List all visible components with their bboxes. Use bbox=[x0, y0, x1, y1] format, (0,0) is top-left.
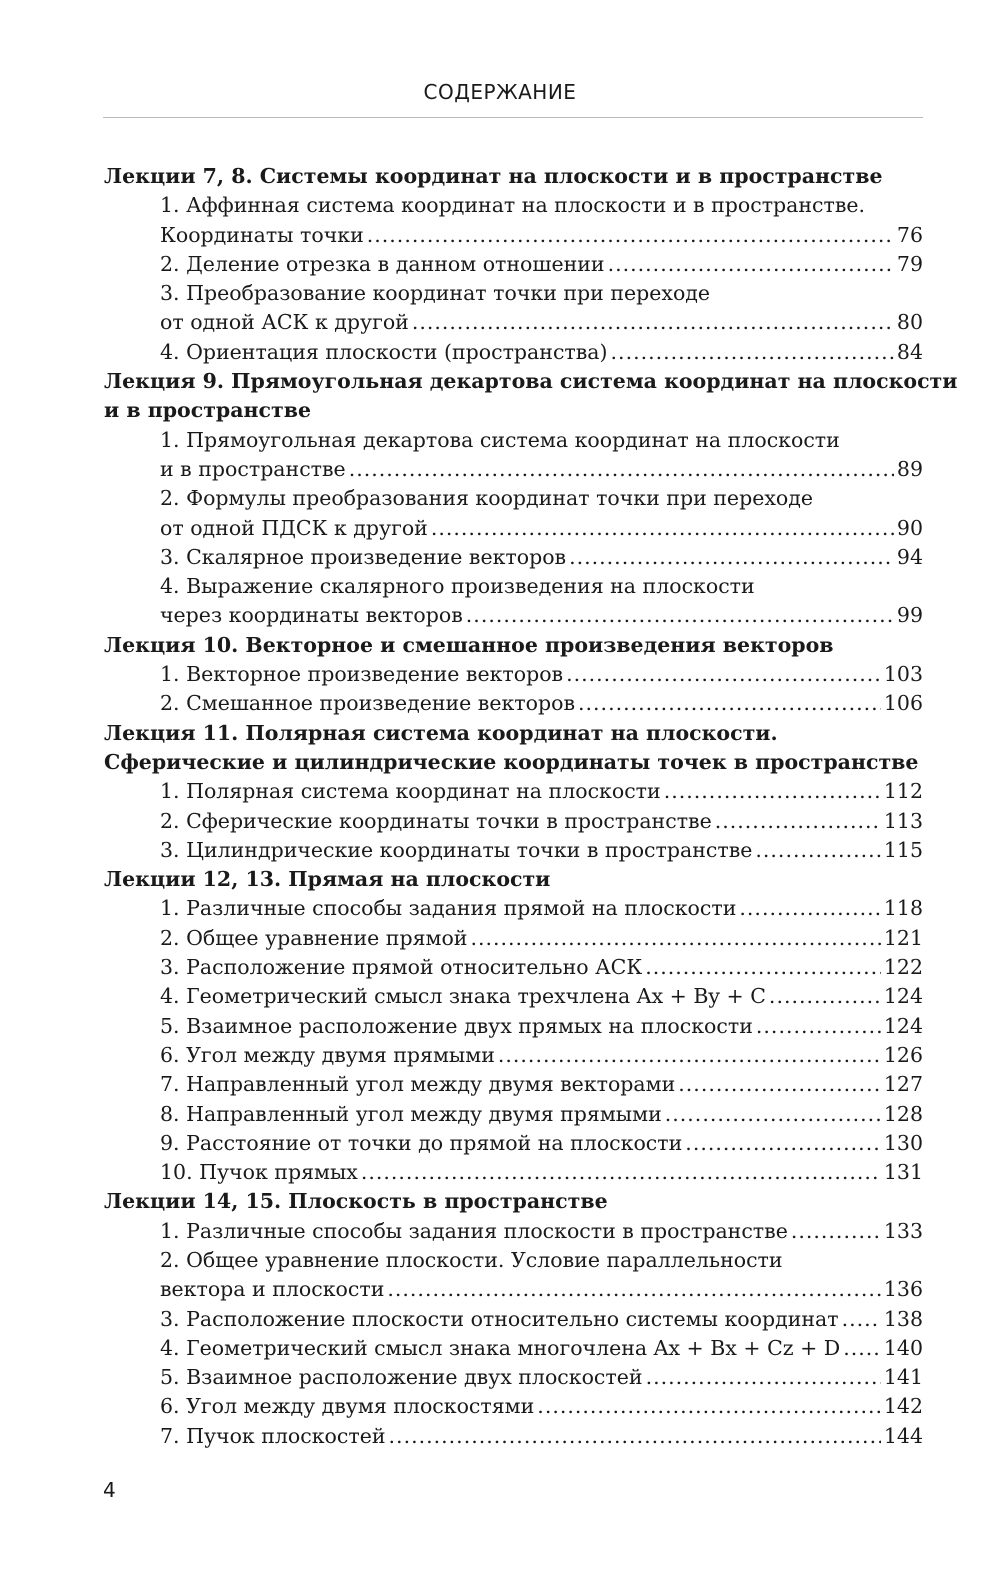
toc-entry-line bbox=[160, 572, 923, 601]
dot-leader bbox=[389, 1422, 881, 1451]
dot-leader bbox=[755, 836, 880, 865]
toc-page-number: 138 bbox=[883, 1306, 923, 1331]
dot-leader bbox=[431, 514, 894, 543]
toc-page-number: 84 bbox=[896, 339, 923, 364]
toc-page-number: 122 bbox=[883, 955, 923, 980]
toc-entry-line bbox=[160, 1070, 923, 1099]
toc-entry-text: 4. Геометрический смысл знака многочлена Ax + Bx + Cz + D bbox=[160, 1335, 841, 1360]
toc-entry bbox=[104, 1070, 923, 1099]
toc-entry-text: 7. Пучок плоскостей bbox=[160, 1423, 386, 1448]
toc-entry bbox=[104, 894, 923, 923]
toc-entry-line bbox=[160, 191, 923, 220]
toc-page-number: 103 bbox=[883, 662, 923, 687]
toc-page-number: 99 bbox=[896, 603, 923, 628]
toc-entry-line bbox=[160, 601, 923, 630]
toc-entry-text: 1. Прямоугольная декартова система координат на плоскости bbox=[160, 427, 840, 452]
dot-leader bbox=[569, 543, 894, 572]
toc-entry bbox=[104, 1129, 923, 1158]
dot-leader bbox=[769, 982, 881, 1011]
toc-entry-line bbox=[160, 660, 923, 689]
toc-entry-text: 3. Расположение плоскости относительно системы координат bbox=[160, 1306, 839, 1331]
toc-entry-line bbox=[160, 221, 923, 250]
toc-entry-line bbox=[160, 1158, 923, 1187]
toc-entry bbox=[104, 572, 923, 631]
toc-page-number: 136 bbox=[883, 1277, 923, 1302]
toc-entry-line bbox=[160, 1217, 923, 1246]
dot-leader bbox=[842, 1305, 881, 1334]
dot-leader bbox=[611, 338, 894, 367]
toc-entry bbox=[104, 250, 923, 279]
toc-entry-text: 5. Взаимное расположение двух плоскостей bbox=[160, 1365, 643, 1390]
toc-entry-line bbox=[160, 1334, 923, 1363]
toc-entry-line bbox=[160, 543, 923, 572]
dot-leader bbox=[387, 1275, 881, 1304]
toc-entry bbox=[104, 807, 923, 836]
toc-entry-line bbox=[160, 689, 923, 718]
toc-page-number: 140 bbox=[883, 1335, 923, 1360]
dot-leader bbox=[578, 689, 881, 718]
toc-page-number: 126 bbox=[883, 1042, 923, 1067]
toc-page-number: 133 bbox=[883, 1218, 923, 1243]
toc-entry-text: 1. Аффинная система координат на плоскости и в пространстве. bbox=[160, 193, 866, 218]
toc-entry bbox=[104, 484, 923, 543]
toc-entry-text: 4. Геометрический смысл знака трехчлена Ax + By + C bbox=[160, 984, 766, 1009]
toc-entry bbox=[104, 1392, 923, 1421]
lecture-title: Лекция 11. Полярная система координат на плоскости. bbox=[104, 720, 778, 745]
toc-page-number: 115 bbox=[883, 837, 923, 862]
toc-entry-line bbox=[160, 279, 923, 308]
toc-entry-text: через координаты векторов bbox=[160, 603, 463, 628]
toc-entry bbox=[104, 660, 923, 689]
toc-page-number: 124 bbox=[883, 984, 923, 1009]
table-of-contents bbox=[104, 162, 958, 1451]
toc-entry-text: 2. Смешанное произведение векторов bbox=[160, 691, 575, 716]
toc-entry bbox=[104, 953, 923, 982]
dot-leader bbox=[756, 1012, 881, 1041]
toc-entry bbox=[104, 982, 923, 1011]
toc-entry-text: 4. Выражение скалярного произведения на плоскости bbox=[160, 574, 755, 599]
toc-entry bbox=[104, 1246, 923, 1305]
lecture-title: Лекция 9. Прямоугольная декартова система координат на плоскости bbox=[104, 369, 958, 394]
toc-page-number: 128 bbox=[883, 1101, 923, 1126]
toc-entry-line bbox=[160, 484, 923, 513]
lecture-title: и в пространстве bbox=[104, 398, 312, 423]
toc-section bbox=[104, 162, 923, 367]
toc-entry-line bbox=[160, 836, 923, 865]
toc-entry bbox=[104, 924, 923, 953]
toc-entry bbox=[104, 1012, 923, 1041]
dot-leader bbox=[367, 221, 894, 250]
lecture-title: Лекция 10. Векторное и смешанное произведения векторов bbox=[104, 632, 834, 657]
toc-entry bbox=[104, 1217, 923, 1246]
toc-entry-line bbox=[160, 514, 923, 543]
toc-page-number: 144 bbox=[883, 1423, 923, 1448]
toc-page-number: 89 bbox=[896, 456, 923, 481]
dot-leader bbox=[678, 1070, 881, 1099]
toc-entry bbox=[104, 777, 923, 806]
toc-entry-line bbox=[160, 924, 923, 953]
toc-entry-text: 3. Цилиндрические координаты точки в пространстве bbox=[160, 837, 753, 862]
toc-entry-line bbox=[160, 1275, 923, 1304]
toc-section bbox=[104, 719, 923, 865]
toc-entry-text: 2. Общее уравнение плоскости. Условие параллельности bbox=[160, 1247, 783, 1272]
dot-leader bbox=[715, 807, 881, 836]
dot-leader bbox=[739, 894, 880, 923]
lecture-title: Лекции 12, 13. Прямая на плоскости bbox=[104, 867, 551, 892]
toc-entry bbox=[104, 1305, 923, 1334]
toc-entry bbox=[104, 426, 923, 485]
toc-entry-text: 2. Сферические координаты точки в пространстве bbox=[160, 808, 712, 833]
toc-entry-line bbox=[160, 338, 923, 367]
toc-entry-line bbox=[160, 426, 923, 455]
toc-entry-line bbox=[160, 1129, 923, 1158]
toc-section bbox=[104, 865, 923, 1187]
toc-entry bbox=[104, 338, 923, 367]
toc-page-number: 131 bbox=[883, 1160, 923, 1185]
toc-page-number: 130 bbox=[883, 1130, 923, 1155]
toc-entry-text: 3. Преобразование координат точки при переходе bbox=[160, 281, 711, 306]
page-number: 4 bbox=[103, 1478, 116, 1502]
running-head: СОДЕРЖАНИЕ bbox=[423, 80, 577, 104]
toc-entry-text: 2. Деление отрезка в данном отношении bbox=[160, 251, 605, 276]
toc-entry bbox=[104, 1363, 923, 1392]
toc-entry bbox=[104, 191, 923, 250]
toc-page-number: 113 bbox=[883, 808, 923, 833]
header-divider bbox=[103, 117, 923, 118]
toc-entry-text: 1. Полярная система координат на плоскости bbox=[160, 779, 661, 804]
dot-leader bbox=[665, 1100, 881, 1129]
dot-leader bbox=[349, 455, 894, 484]
toc-entry-text: 2. Формулы преобразования координат точки при переходе bbox=[160, 486, 813, 511]
dot-leader bbox=[361, 1158, 881, 1187]
dot-leader bbox=[664, 777, 881, 806]
dot-leader bbox=[791, 1217, 881, 1246]
toc-entry-text: 8. Направленный угол между двумя прямыми bbox=[160, 1101, 662, 1126]
toc-entry-line bbox=[160, 455, 923, 484]
toc-page-number: 142 bbox=[883, 1394, 923, 1419]
toc-entry-text: Координаты точки bbox=[160, 222, 364, 247]
toc-entry-text: 1. Различные способы задания прямой на плоскости bbox=[160, 896, 737, 921]
toc-page-number: 80 bbox=[896, 310, 923, 335]
toc-page-number: 79 bbox=[896, 251, 923, 276]
toc-entry-line bbox=[160, 807, 923, 836]
dot-leader bbox=[685, 1129, 881, 1158]
toc-entry-text: вектора и плоскости bbox=[160, 1277, 385, 1302]
lecture-title: Сферические и цилиндрические координаты точек в пространстве bbox=[104, 749, 919, 774]
toc-entry-text: 7. Направленный угол между двумя векторами bbox=[160, 1072, 676, 1097]
dot-leader bbox=[608, 250, 894, 279]
toc-entry-text: от одной АСК к другой bbox=[160, 310, 409, 335]
toc-entry-text: 3. Расположение прямой относительно АСК bbox=[160, 955, 643, 980]
toc-page-number: 141 bbox=[883, 1365, 923, 1390]
toc-entry-text: 1. Векторное произведение векторов bbox=[160, 662, 564, 687]
toc-page-number: 121 bbox=[883, 925, 923, 950]
dot-leader bbox=[537, 1392, 881, 1421]
toc-entry-text: 2. Общее уравнение прямой bbox=[160, 925, 468, 950]
toc-entry-line bbox=[160, 1422, 923, 1451]
toc-entry bbox=[104, 1100, 923, 1129]
toc-page-number: 127 bbox=[883, 1072, 923, 1097]
toc-page-number: 112 bbox=[883, 779, 923, 804]
toc-entry-line bbox=[160, 1100, 923, 1129]
toc-section bbox=[104, 631, 923, 719]
dot-leader bbox=[466, 601, 894, 630]
dot-leader bbox=[646, 1363, 881, 1392]
toc-entry bbox=[104, 689, 923, 718]
toc-entry bbox=[104, 279, 923, 338]
toc-entry bbox=[104, 1422, 923, 1451]
toc-entry-line bbox=[160, 1246, 923, 1275]
toc-entry bbox=[104, 543, 923, 572]
toc-entry-line bbox=[160, 953, 923, 982]
toc-page-number: 76 bbox=[896, 222, 923, 247]
toc-page-number: 106 bbox=[883, 691, 923, 716]
toc-section bbox=[104, 367, 958, 631]
toc-entry-line bbox=[160, 1012, 923, 1041]
lecture-title: Лекции 7, 8. Системы координат на плоскости и в пространстве bbox=[104, 164, 883, 188]
dot-leader bbox=[566, 660, 881, 689]
dot-leader bbox=[843, 1334, 881, 1363]
toc-page-number: 90 bbox=[896, 515, 923, 540]
toc-entry-line bbox=[160, 308, 923, 337]
lecture-title: Лекции 14, 15. Плоскость в пространстве bbox=[104, 1189, 608, 1214]
toc-entry-text: 1. Различные способы задания плоскости в пространстве bbox=[160, 1218, 788, 1243]
toc-page-number: 118 bbox=[883, 896, 923, 921]
toc-entry-line bbox=[160, 777, 923, 806]
toc-entry bbox=[104, 1334, 923, 1363]
toc-entry-text: 10. Пучок прямых bbox=[160, 1160, 358, 1185]
toc-entry bbox=[104, 1041, 923, 1070]
toc-entry-line bbox=[160, 1392, 923, 1421]
dot-leader bbox=[470, 924, 880, 953]
toc-entry-text: 5. Взаимное расположение двух прямых на плоскости bbox=[160, 1013, 753, 1038]
toc-entry-line bbox=[160, 894, 923, 923]
toc-section bbox=[104, 1187, 923, 1451]
toc-entry bbox=[104, 836, 923, 865]
dot-leader bbox=[412, 308, 894, 337]
toc-entry bbox=[104, 1158, 923, 1187]
toc-entry-text: 6. Угол между двумя плоскостями bbox=[160, 1394, 535, 1419]
toc-entry-line bbox=[160, 1363, 923, 1392]
dot-leader bbox=[498, 1041, 881, 1070]
toc-entry-text: 6. Угол между двумя прямыми bbox=[160, 1042, 495, 1067]
toc-entry-text: 4. Ориентация плоскости (пространства) bbox=[160, 339, 608, 364]
toc-page-number: 124 bbox=[883, 1013, 923, 1038]
toc-entry-line bbox=[160, 1305, 923, 1334]
toc-entry-text: и в пространстве bbox=[160, 456, 346, 481]
toc-page-number: 94 bbox=[896, 544, 923, 569]
toc-entry-text: от одной ПДСК к другой bbox=[160, 515, 428, 540]
toc-entry-line bbox=[160, 982, 923, 1011]
toc-entry-line bbox=[160, 1041, 923, 1070]
toc-entry-line bbox=[160, 250, 923, 279]
toc-entry-text: 9. Расстояние от точки до прямой на плоскости bbox=[160, 1130, 683, 1155]
toc-entry-text: 3. Скалярное произведение векторов bbox=[160, 544, 567, 569]
dot-leader bbox=[645, 953, 881, 982]
